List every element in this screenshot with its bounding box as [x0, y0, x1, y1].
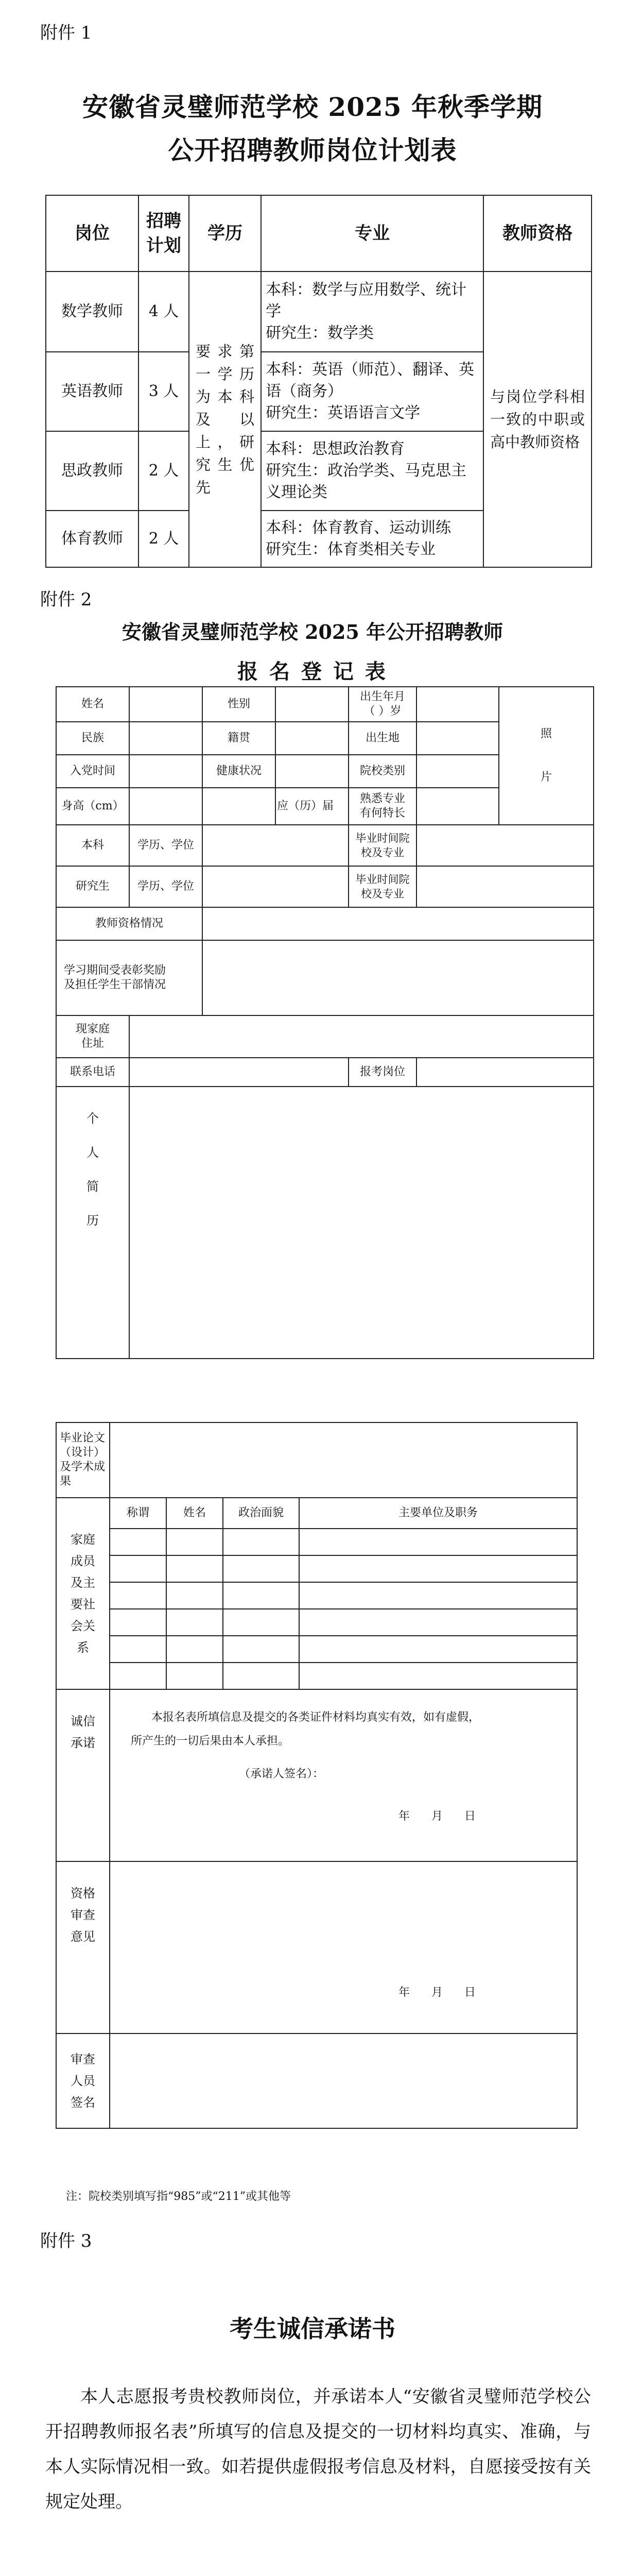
photo-box[interactable]: 照 片 — [499, 687, 594, 825]
pledge-text: 本报名表所填信息及提交的各类证件材料均真实有效，如有虚假， — [151, 1711, 480, 1724]
header-plan: 招聘 计划 — [138, 195, 189, 272]
row-plan: 4 人 — [138, 272, 189, 352]
label-phone: 联系电话 — [56, 1058, 129, 1087]
label-pledge: 诚信 承诺 — [56, 1689, 110, 1861]
birth-field[interactable] — [416, 687, 499, 722]
form-note: 注：院校类别填写指“985”或“211”或其他等 — [66, 2190, 291, 2203]
label-skill: 熟悉专业 有何特长 — [349, 788, 416, 825]
label-grad-school: 毕业时间院 校及专业 — [349, 825, 416, 866]
row-post: 体育教师 — [46, 511, 138, 567]
form-subtitle: 报 名 登 记 表 — [237, 659, 388, 684]
label-birthplace: 出生地 — [349, 722, 416, 755]
name-field[interactable] — [129, 687, 202, 722]
label-postgrad: 研究生 — [56, 866, 129, 907]
table-row — [56, 1529, 577, 1555]
pledge-sign: （承诺人签名）： — [239, 1768, 324, 1781]
awards-field[interactable] — [202, 940, 594, 1015]
label-undergrad: 本科 — [56, 825, 129, 866]
family-col-political: 政治面貌 — [223, 1498, 299, 1529]
gender-field[interactable] — [275, 687, 349, 722]
row-plan: 3 人 — [138, 352, 189, 431]
row-plan: 2 人 — [138, 431, 189, 511]
label-health: 健康状况 — [202, 755, 275, 788]
label-teacher-cert: 教师资格情况 — [56, 907, 202, 940]
table-row — [56, 1663, 577, 1689]
registration-form-continued — [56, 1422, 578, 2129]
table-row — [56, 1636, 577, 1663]
label-resume: 个 人 简 历 — [56, 1087, 129, 1359]
label-position: 报考岗位 — [349, 1058, 416, 1087]
postgrad-degree-field[interactable] — [202, 866, 349, 907]
label-gender: 性别 — [202, 687, 275, 722]
attachment3-label: 附件 3 — [40, 2231, 92, 2251]
family-col-relation: 称谓 — [110, 1498, 166, 1529]
thesis-field[interactable] — [110, 1422, 577, 1498]
row-post: 英语教师 — [46, 352, 138, 431]
family-col-unit: 主要单位及职务 — [299, 1498, 577, 1529]
label-name: 姓名 — [56, 687, 129, 722]
origin-field[interactable] — [275, 722, 349, 755]
label-address: 现家庭 住址 — [56, 1015, 129, 1058]
label-family: 家庭 成员 及主 要社 会关 系 — [56, 1498, 110, 1689]
family-col-name: 姓名 — [166, 1498, 223, 1529]
row-post: 数学教师 — [46, 272, 138, 352]
school-type-field[interactable] — [416, 755, 499, 788]
row-major: 本科：数学与应用数学、统计学 研究生：数学类 — [261, 272, 483, 352]
form-title: 安徽省灵璧师范学校 2025 年公开招聘教师 — [121, 620, 504, 643]
attachment1-label: 附件 1 — [40, 23, 92, 43]
row-major: 本科：思想政治教育 研究生：政治学类、马克思主义理论类 — [261, 431, 483, 511]
height-field[interactable] — [129, 788, 202, 825]
table-row — [56, 1555, 577, 1582]
label-grad-year: 应（历）届 — [275, 788, 349, 825]
label-reviewer: 审查 人员 签名 — [56, 2033, 110, 2128]
row-plan: 2 人 — [138, 511, 189, 567]
header-qual: 教师资格 — [483, 195, 592, 272]
label-origin: 籍贯 — [202, 722, 275, 755]
party-date-field[interactable] — [129, 755, 202, 788]
qual-requirement: 与岗位学科相一致的中职或高中教师资格 — [483, 272, 592, 567]
label-ethnicity: 民族 — [56, 722, 129, 755]
health-field[interactable] — [275, 755, 349, 788]
label-awards: 学习期间受表彰奖励 及担任学生干部情况 — [56, 940, 202, 1015]
plan-title-line2: 公开招聘教师岗位计划表 — [168, 135, 457, 165]
row-major: 本科：英语（师范）、翻译、英语（商务） 研究生：英语语言文学 — [261, 352, 483, 431]
phone-field[interactable] — [129, 1058, 349, 1087]
skill-field[interactable] — [416, 788, 499, 825]
resume-field[interactable] — [129, 1087, 594, 1359]
header-edu: 学历 — [189, 195, 261, 272]
undergrad-school-field[interactable] — [416, 825, 594, 866]
postgrad-school-field[interactable] — [416, 866, 594, 907]
pledge-cell — [110, 1689, 577, 1861]
reviewer-signature-field[interactable] — [110, 2033, 577, 2128]
label-degree: 学历、学位 — [129, 825, 202, 866]
pledge-letter-body: 本人志愿报考贵校教师岗位，并承诺本人“安徽省灵璧师范学校公开招聘教师报名表”所填写的信息及提交的一切材料均真实、准确，与本人实际情况相一致。如若提供虚假报考信息及材料，自愿接受按有关规定处理。 — [45, 2386, 591, 2512]
pledge-letter-title: 考生诚信承诺书 — [230, 2315, 395, 2343]
label-grad-school: 毕业时间院 校及专业 — [349, 866, 416, 907]
plan-table-header — [46, 195, 592, 272]
table-row — [56, 1609, 577, 1636]
registration-form — [56, 686, 594, 1359]
label-party-date: 入党时间 — [56, 755, 129, 788]
label-degree: 学历、学位 — [129, 866, 202, 907]
teacher-cert-field[interactable] — [202, 907, 594, 940]
address-field[interactable] — [129, 1015, 594, 1058]
header-post: 岗位 — [46, 195, 138, 272]
label-school-type: 院校类别 — [349, 755, 416, 788]
grad-year-field[interactable] — [202, 788, 275, 825]
row-post: 思政教师 — [46, 431, 138, 511]
edu-requirement: 要求第一学历为本科及以上，研究生优先 — [189, 272, 261, 567]
review-cell[interactable] — [110, 1861, 577, 2033]
plan-table — [45, 195, 592, 568]
table-row — [56, 1582, 577, 1609]
label-thesis: 毕业论文（设计）及学术成果 — [56, 1422, 110, 1498]
ethnicity-field[interactable] — [129, 722, 202, 755]
position-field[interactable] — [416, 1058, 594, 1087]
label-birth: 出生年月 （ ）岁 — [349, 687, 416, 722]
attachment2-label: 附件 2 — [40, 589, 92, 610]
label-review: 资格 审查 意见 — [56, 1861, 110, 2033]
plan-title-line1: 安徽省灵璧师范学校 2025 年秋季学期 — [82, 92, 543, 122]
row-major: 本科：体育教育、运动训练 研究生：体育类相关专业 — [261, 511, 483, 567]
table-row — [46, 272, 592, 352]
undergrad-degree-field[interactable] — [202, 825, 349, 866]
review-date: 年 月 日 — [398, 1986, 476, 1999]
pledge-text2: 所产生的一切后果由本人承担。 — [131, 1735, 290, 1748]
pledge-date: 年 月 日 — [398, 1810, 476, 1823]
birthplace-field[interactable] — [416, 722, 499, 755]
header-major: 专业 — [261, 195, 483, 272]
label-height: 身高（cm） — [56, 788, 129, 825]
